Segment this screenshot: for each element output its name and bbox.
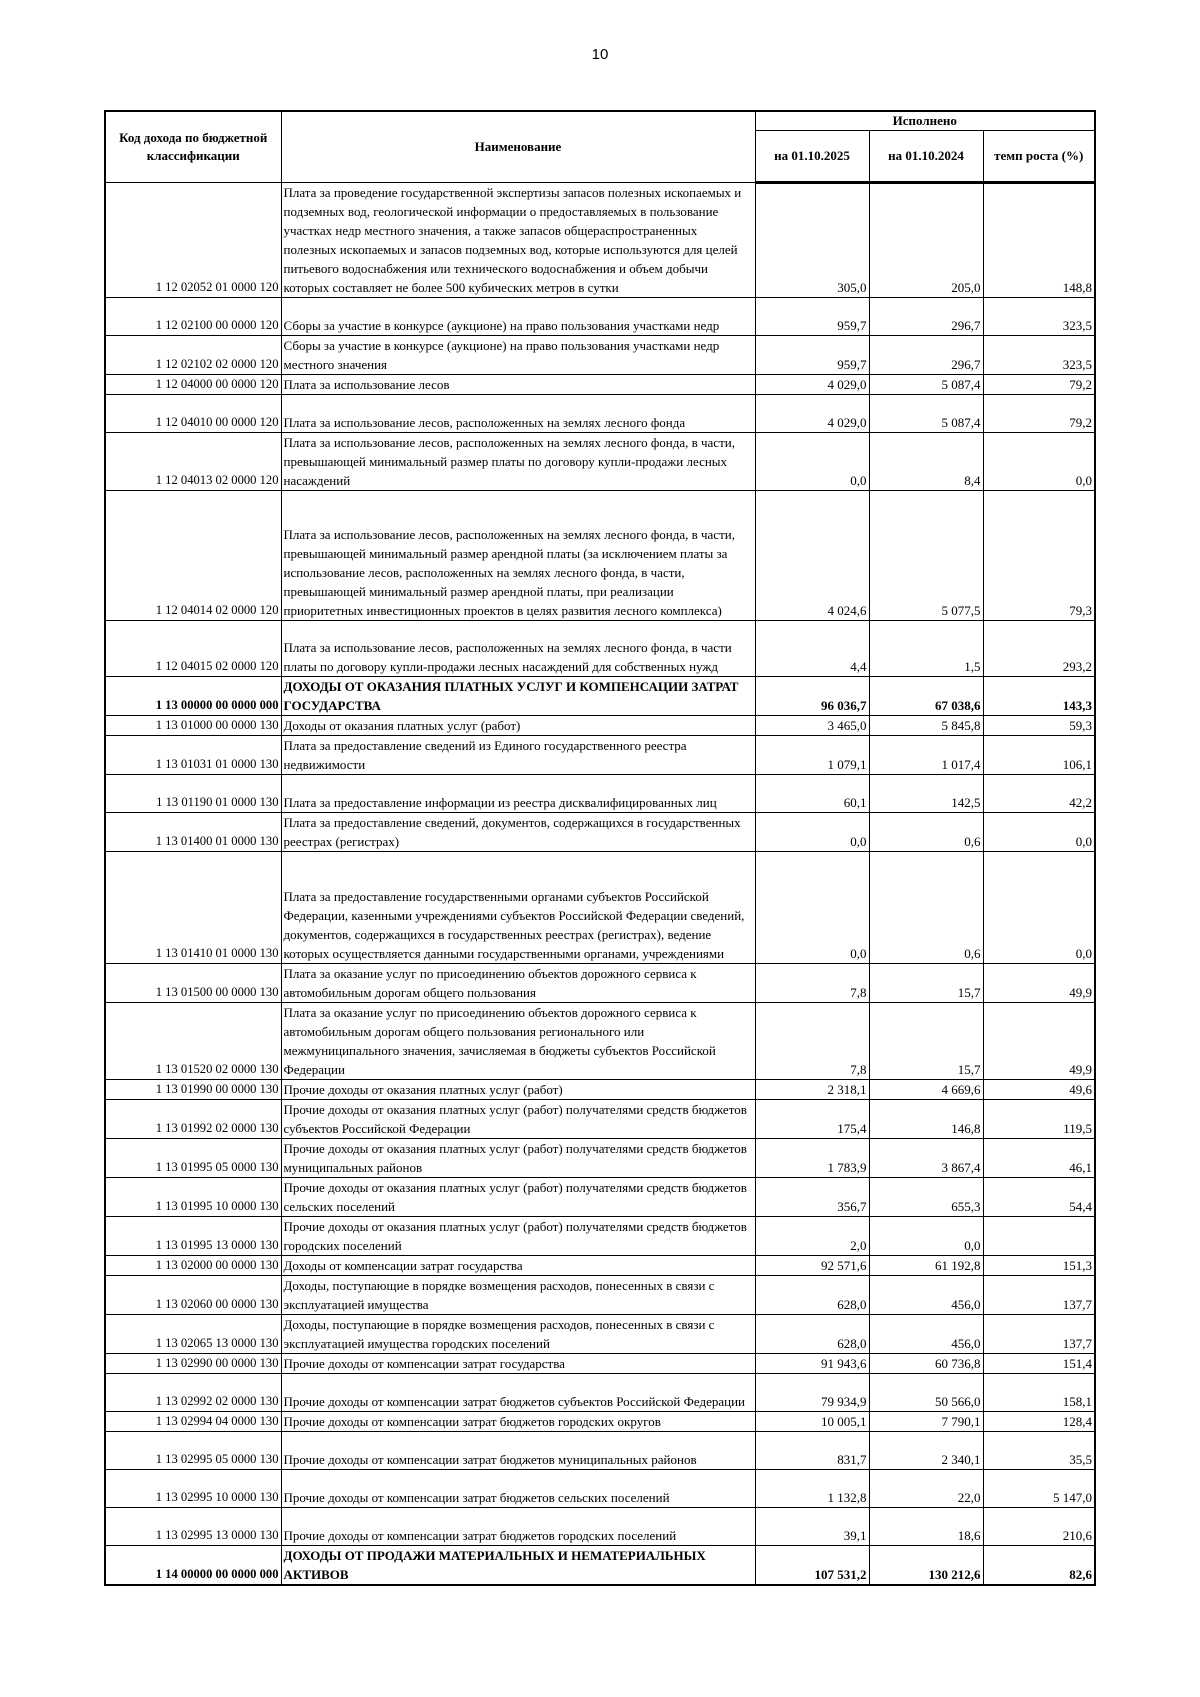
row-value-2025: 4 029,0 [755,375,869,395]
table-row [105,1276,1095,1315]
row-growth: 49,6 [983,1080,1095,1100]
row-value-2025: 3 465,0 [755,716,869,736]
row-name: Прочие доходы от компенсации затрат бюджетов муниципальных районов [281,1432,755,1470]
row-name: Прочие доходы от оказания платных услуг (работ) получателями средств бюджетов муниципальных районов [281,1139,755,1178]
table-row [105,1139,1095,1178]
table-row [105,375,1095,395]
row-name: Плата за предоставление сведений, документов, содержащихся в государственных реестрах (регистрах) [281,813,755,852]
row-value-2025: 628,0 [755,1276,869,1315]
row-growth: 148,8 [983,183,1095,298]
row-value-2024: 655,3 [869,1178,983,1217]
row-value-2025: 91 943,6 [755,1354,869,1374]
table-row [105,813,1095,852]
table-row [105,677,1095,716]
row-value-2024: 3 867,4 [869,1139,983,1178]
row-growth: 5 147,0 [983,1470,1095,1508]
row-growth: 49,9 [983,1003,1095,1080]
row-value-2024: 60 736,8 [869,1354,983,1374]
row-growth [983,1217,1095,1256]
row-value-2025: 2,0 [755,1217,869,1256]
row-value-2025: 0,0 [755,852,869,964]
row-growth: 119,5 [983,1100,1095,1139]
row-value-2024: 22,0 [869,1470,983,1508]
table-row [105,1217,1095,1256]
table-row [105,298,1095,336]
row-name: Прочие доходы от компенсации затрат государства [281,1354,755,1374]
row-name: Плата за оказание услуг по присоединению объектов дорожного сервиса к автомобильным дорогам общего пользования регионального или межмуниципального значения, зачисляемая в бюджеты субъектов Российской Федерации [281,1003,755,1080]
row-code: 1 13 01995 13 0000 130 [105,1217,281,1256]
row-name: Доходы от оказания платных услуг (работ) [281,716,755,736]
row-growth: 0,0 [983,433,1095,491]
row-name: Плата за использование лесов, расположенных на землях лесного фонда, в части платы по договору купли-продажи лесных насаждений для собственных нужд [281,621,755,677]
row-growth: 323,5 [983,298,1095,336]
table-row [105,1374,1095,1412]
header-executed: Исполнено [755,111,1095,131]
table-row [105,964,1095,1003]
row-value-2025: 1 783,9 [755,1139,869,1178]
row-value-2024: 18,6 [869,1508,983,1546]
row-code: 1 13 01500 00 0000 130 [105,964,281,1003]
row-growth: 137,7 [983,1276,1095,1315]
row-code: 1 13 01520 02 0000 130 [105,1003,281,1080]
table-row [105,395,1095,433]
row-value-2025: 79 934,9 [755,1374,869,1412]
row-value-2024: 205,0 [869,183,983,298]
table-row [105,852,1095,964]
row-value-2025: 60,1 [755,775,869,813]
row-value-2025: 1 132,8 [755,1470,869,1508]
row-code: 1 12 02052 01 0000 120 [105,183,281,298]
row-value-2025: 175,4 [755,1100,869,1139]
row-growth: 106,1 [983,736,1095,775]
row-growth: 151,3 [983,1256,1095,1276]
row-value-2024: 1 017,4 [869,736,983,775]
row-growth: 49,9 [983,964,1095,1003]
table-row [105,183,1095,298]
header-code: Код дохода по бюджетной классификации [105,111,281,183]
row-code: 1 13 02995 05 0000 130 [105,1432,281,1470]
row-value-2024: 296,7 [869,298,983,336]
row-code: 1 13 01990 00 0000 130 [105,1080,281,1100]
row-value-2024: 0,6 [869,813,983,852]
row-value-2025: 831,7 [755,1432,869,1470]
row-value-2025: 7,8 [755,1003,869,1080]
table-row [105,1003,1095,1080]
row-name: Плата за предоставление сведений из Единого государственного реестра недвижимости [281,736,755,775]
row-code: 1 13 02992 02 0000 130 [105,1374,281,1412]
revenue-table [104,110,1096,1586]
row-growth: 151,4 [983,1354,1095,1374]
row-value-2025: 305,0 [755,183,869,298]
row-value-2025: 7,8 [755,964,869,1003]
row-code: 1 13 01031 01 0000 130 [105,736,281,775]
row-code: 1 13 01992 02 0000 130 [105,1100,281,1139]
row-code: 1 13 02000 00 0000 130 [105,1256,281,1276]
row-value-2025: 356,7 [755,1178,869,1217]
row-name: Доходы, поступающие в порядке возмещения расходов, понесенных в связи с эксплуатацией имущества [281,1276,755,1315]
row-value-2024: 7 790,1 [869,1412,983,1432]
row-growth: 82,6 [983,1546,1095,1586]
row-growth: 0,0 [983,813,1095,852]
row-value-2024: 5 077,5 [869,491,983,621]
row-code: 1 12 02100 00 0000 120 [105,298,281,336]
row-code: 1 13 01995 05 0000 130 [105,1139,281,1178]
row-name: Плата за предоставление информации из реестра дисквалифицированных лиц [281,775,755,813]
row-value-2025: 96 036,7 [755,677,869,716]
row-name: Доходы от компенсации затрат государства [281,1256,755,1276]
row-growth: 137,7 [983,1315,1095,1354]
table-row [105,491,1095,621]
row-name: Плата за предоставление государственными органами субъектов Российской Федерации, казенными учреждениями субъектов Российской Федерации сведений, документов, содержащихся в государственных реестрах (регистрах), ведение которых осуществляется данными государственными органами, учреждениями [281,852,755,964]
row-name: Прочие доходы от компенсации затрат бюджетов сельских поселений [281,1470,755,1508]
row-name: Прочие доходы от оказания платных услуг (работ) [281,1080,755,1100]
row-value-2025: 628,0 [755,1315,869,1354]
row-code: 1 13 02994 04 0000 130 [105,1412,281,1432]
row-value-2025: 107 531,2 [755,1546,869,1586]
row-value-2025: 10 005,1 [755,1412,869,1432]
page-number: 10 [591,46,609,63]
row-name: Прочие доходы от компенсации затрат бюджетов субъектов Российской Федерации [281,1374,755,1412]
row-value-2024: 146,8 [869,1100,983,1139]
row-name: Сборы за участие в конкурсе (аукционе) на право пользования участками недр местного значения [281,336,755,375]
row-value-2024: 5 087,4 [869,375,983,395]
row-value-2025: 959,7 [755,336,869,375]
header-col-growth: темп роста (%) [983,131,1095,183]
row-growth: 79,2 [983,375,1095,395]
row-value-2024: 50 566,0 [869,1374,983,1412]
table-row [105,1546,1095,1586]
table-row [105,736,1095,775]
row-growth: 79,3 [983,491,1095,621]
row-code: 1 13 02995 13 0000 130 [105,1508,281,1546]
row-growth: 79,2 [983,395,1095,433]
row-value-2024: 4 669,6 [869,1080,983,1100]
row-name: Прочие доходы от оказания платных услуг (работ) получателями средств бюджетов городских поселений [281,1217,755,1256]
row-value-2025: 39,1 [755,1508,869,1546]
row-code: 1 12 04015 02 0000 120 [105,621,281,677]
row-name: Плата за использование лесов [281,375,755,395]
row-value-2024: 456,0 [869,1276,983,1315]
row-name: ДОХОДЫ ОТ ПРОДАЖИ МАТЕРИАЛЬНЫХ И НЕМАТЕРИАЛЬНЫХ АКТИВОВ [281,1546,755,1586]
row-growth: 42,2 [983,775,1095,813]
row-name: Доходы, поступающие в порядке возмещения расходов, понесенных в связи с эксплуатацией имущества городских поселений [281,1315,755,1354]
row-name: Плата за использование лесов, расположенных на землях лесного фонда [281,395,755,433]
row-value-2025: 959,7 [755,298,869,336]
row-value-2024: 1,5 [869,621,983,677]
row-value-2024: 0,6 [869,852,983,964]
table-row [105,716,1095,736]
row-growth: 143,3 [983,677,1095,716]
row-growth: 128,4 [983,1412,1095,1432]
row-growth: 323,5 [983,336,1095,375]
row-name: Прочие доходы от оказания платных услуг (работ) получателями средств бюджетов субъектов Российской Федерации [281,1100,755,1139]
row-name: Прочие доходы от компенсации затрат бюджетов городских поселений [281,1508,755,1546]
row-value-2025: 4 024,6 [755,491,869,621]
table-row [105,1080,1095,1100]
row-code: 1 13 01400 01 0000 130 [105,813,281,852]
table-row [105,1432,1095,1470]
row-code: 1 12 02102 02 0000 120 [105,336,281,375]
row-value-2024: 130 212,6 [869,1546,983,1586]
row-value-2025: 92 571,6 [755,1256,869,1276]
header-name: Наименование [281,111,755,183]
row-value-2025: 4,4 [755,621,869,677]
row-value-2024: 15,7 [869,964,983,1003]
row-value-2024: 142,5 [869,775,983,813]
row-value-2024: 15,7 [869,1003,983,1080]
row-name: Плата за оказание услуг по присоединению объектов дорожного сервиса к автомобильным дорогам общего пользования [281,964,755,1003]
row-value-2024: 5 087,4 [869,395,983,433]
table-body [105,183,1095,1586]
row-name: ДОХОДЫ ОТ ОКАЗАНИЯ ПЛАТНЫХ УСЛУГ И КОМПЕНСАЦИИ ЗАТРАТ ГОСУДАРСТВА [281,677,755,716]
header-col-2024: на 01.10.2024 [869,131,983,183]
row-value-2024: 0,0 [869,1217,983,1256]
table-row [105,1256,1095,1276]
row-growth: 293,2 [983,621,1095,677]
table-row [105,1100,1095,1139]
row-name: Плата за использование лесов, расположенных на землях лесного фонда, в части, превышающей минимальный размер платы по договору купли-продажи лесных насаждений [281,433,755,491]
row-code: 1 12 04000 00 0000 120 [105,375,281,395]
row-code: 1 12 04014 02 0000 120 [105,491,281,621]
row-name: Прочие доходы от компенсации затрат бюджетов городских округов [281,1412,755,1432]
row-value-2024: 67 038,6 [869,677,983,716]
row-code: 1 12 04010 00 0000 120 [105,395,281,433]
table-row [105,775,1095,813]
row-value-2025: 4 029,0 [755,395,869,433]
row-code: 1 13 01995 10 0000 130 [105,1178,281,1217]
table-row [105,433,1095,491]
row-growth: 158,1 [983,1374,1095,1412]
row-growth: 59,3 [983,716,1095,736]
header-col-2025: на 01.10.2025 [755,131,869,183]
row-value-2024: 8,4 [869,433,983,491]
row-code: 1 13 01190 01 0000 130 [105,775,281,813]
row-name: Плата за проведение государственной экспертизы запасов полезных ископаемых и подземных вод, геологической информации о предоставляемых в пользование участках недр местного значения, а также запасов общераспространенных полезных ископаемых и запасов подземных вод, которые используются для целей питьевого водоснабжения или технического водоснабжения и объем добычи которых составляет не более 500 кубических метров в сутки [281,183,755,298]
row-growth: 0,0 [983,852,1095,964]
row-code: 1 14 00000 00 0000 000 [105,1546,281,1586]
row-growth: 46,1 [983,1139,1095,1178]
row-code: 1 13 02060 00 0000 130 [105,1276,281,1315]
table-row [105,1412,1095,1432]
row-value-2024: 296,7 [869,336,983,375]
row-code: 1 13 02990 00 0000 130 [105,1354,281,1374]
row-value-2024: 2 340,1 [869,1432,983,1470]
row-growth: 210,6 [983,1508,1095,1546]
row-code: 1 13 01410 01 0000 130 [105,852,281,964]
table-row [105,1315,1095,1354]
row-name: Плата за использование лесов, расположенных на землях лесного фонда, в части, превышающей минимальный размер арендной платы (за исключением платы за использование лесов, расположенных на землях лесного фонда, в части, превышающей минимальный размер арендной платы, при реализации приоритетных инвестиционных проектов в целях развития лесного комплекса) [281,491,755,621]
row-name: Прочие доходы от оказания платных услуг (работ) получателями средств бюджетов сельских поселений [281,1178,755,1217]
row-value-2025: 1 079,1 [755,736,869,775]
row-value-2025: 0,0 [755,433,869,491]
row-growth: 54,4 [983,1178,1095,1217]
row-code: 1 13 02995 10 0000 130 [105,1470,281,1508]
table-row [105,1470,1095,1508]
row-code: 1 12 04013 02 0000 120 [105,433,281,491]
row-value-2024: 456,0 [869,1315,983,1354]
row-growth: 35,5 [983,1432,1095,1470]
row-value-2025: 2 318,1 [755,1080,869,1100]
row-value-2024: 61 192,8 [869,1256,983,1276]
table-row [105,621,1095,677]
row-code: 1 13 02065 13 0000 130 [105,1315,281,1354]
row-value-2025: 0,0 [755,813,869,852]
row-code: 1 13 00000 00 0000 000 [105,677,281,716]
row-name: Сборы за участие в конкурсе (аукционе) на право пользования участками недр [281,298,755,336]
table-row [105,1508,1095,1546]
row-value-2024: 5 845,8 [869,716,983,736]
table-row [105,1178,1095,1217]
table-row [105,1354,1095,1374]
table-row [105,336,1095,375]
row-code: 1 13 01000 00 0000 130 [105,716,281,736]
